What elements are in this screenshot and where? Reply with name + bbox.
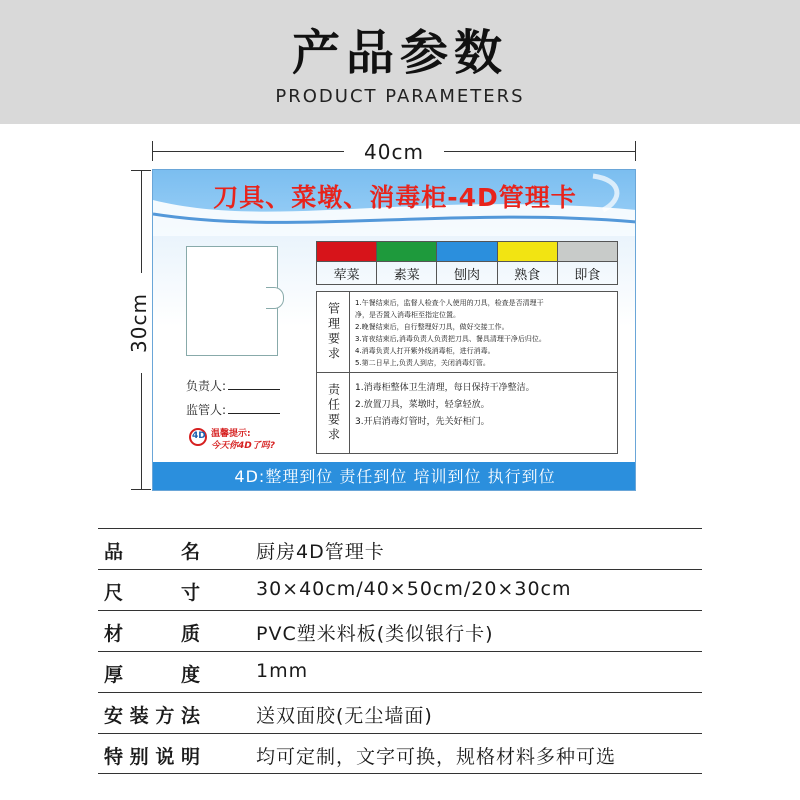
- width-dimension-tick-right: [635, 141, 636, 161]
- product-card-image: [152, 169, 636, 491]
- card-footer-slogan: 4D:整理到位 责任到位 培训到位 执行到位: [153, 462, 636, 491]
- signature-line: [228, 413, 280, 414]
- category-cell: [437, 242, 497, 284]
- person-in-charge-label: 负责人:: [186, 379, 227, 393]
- page-title: 产品参数: [291, 25, 508, 81]
- header-band: [0, 0, 800, 124]
- category-label: 素菜: [393, 267, 420, 283]
- width-dimension-label: 40cm: [344, 140, 444, 164]
- requirements-table: [316, 291, 618, 454]
- spec-value: PVC塑米料板(类似银行卡): [256, 623, 494, 645]
- table-row: [98, 569, 702, 610]
- card-header-band: [153, 170, 636, 236]
- color-swatch: [437, 242, 496, 262]
- supervisor-label: 监管人:: [186, 403, 227, 417]
- color-swatch: [317, 242, 376, 262]
- list-item: 1.午餐结束后，监督人检查个人使用的刀具，检查是否清理干: [355, 299, 544, 307]
- category-cell: [377, 242, 437, 284]
- category-label: 荤菜: [333, 267, 360, 283]
- card-title: 刀具、菜墩、消毒柜-4D管理卡: [213, 183, 577, 212]
- table-row: [98, 610, 702, 651]
- list-item: 2.晚餐结束后，自行整理好刀具，做好交接工作。: [355, 323, 509, 331]
- spec-value: 均可定制，文字可换，规格材料多种可选: [256, 746, 617, 768]
- spec-key: 品名: [104, 541, 200, 563]
- table-row: [98, 733, 702, 774]
- signature-line: [228, 389, 280, 390]
- spec-key: 材质: [104, 623, 200, 645]
- spec-key: 特别说明: [104, 746, 200, 768]
- table-divider: [317, 372, 617, 373]
- color-category-row: [316, 241, 618, 285]
- table-row: [98, 692, 702, 733]
- photo-slot: [186, 246, 278, 356]
- width-dimension-tick-left: [152, 141, 153, 161]
- management-heading: 管理要求: [326, 302, 341, 362]
- category-cell: [317, 242, 377, 284]
- management-list: [355, 297, 615, 369]
- list-item: 净，是否置入消毒柜至指定位置。: [355, 311, 460, 319]
- reminder-tip: [189, 426, 309, 452]
- list-item: 1.消毒柜整体卫生清理，每日保持干净整洁。: [355, 383, 535, 393]
- spec-value: 厨房4D管理卡: [256, 541, 385, 563]
- list-item: 3.开启消毒灯管时，先关好柜门。: [355, 417, 490, 427]
- table-row: [98, 651, 702, 692]
- spec-key: 安装方法: [104, 705, 200, 727]
- responsibility-list: [355, 380, 615, 431]
- spec-key: 尺寸: [104, 582, 200, 604]
- height-dimension-tick-bottom: [131, 489, 151, 490]
- category-label: 即食: [574, 267, 601, 283]
- person-in-charge-field: [186, 377, 280, 394]
- spec-value: 30×40cm/40×50cm/20×30cm: [256, 578, 572, 600]
- spec-key: 厚度: [104, 664, 200, 686]
- supervisor-field: [186, 401, 280, 418]
- category-label: 熟食: [514, 267, 541, 283]
- table-row: [98, 528, 702, 569]
- list-item: 2.放置刀具，菜墩时，轻拿轻放。: [355, 400, 490, 410]
- photo-slot-tab: [266, 287, 284, 309]
- tip-heading: 温馨提示:: [211, 429, 251, 439]
- color-swatch: [498, 242, 557, 262]
- 4d-logo-icon: 4D: [189, 428, 207, 446]
- height-dimension-label: 30cm: [127, 273, 157, 373]
- list-item: 4.消毒负责人打开紫外线消毒柜，进行消毒。: [355, 347, 495, 355]
- spec-value: 送双面胶(无尘墙面): [256, 705, 433, 727]
- responsibility-heading: 责任要求: [326, 383, 341, 443]
- list-item: 3.宵夜结束后,消毒负责人负责把刀具、餐具清理干净后归位。: [355, 335, 546, 343]
- color-swatch: [558, 242, 617, 262]
- page-subtitle: PRODUCT PARAMETERS: [275, 86, 525, 107]
- height-dimension-tick-top: [131, 170, 151, 171]
- color-swatch: [377, 242, 436, 262]
- spec-table: [98, 528, 702, 774]
- category-cell: [558, 242, 617, 284]
- spec-value: 1mm: [256, 660, 309, 682]
- category-label: 刨肉: [454, 267, 481, 283]
- list-item: 5.第二日早上,负责人到店，关闭消毒灯管。: [355, 359, 490, 367]
- tip-text: 今天你4D了吗?: [211, 441, 275, 451]
- category-cell: [498, 242, 558, 284]
